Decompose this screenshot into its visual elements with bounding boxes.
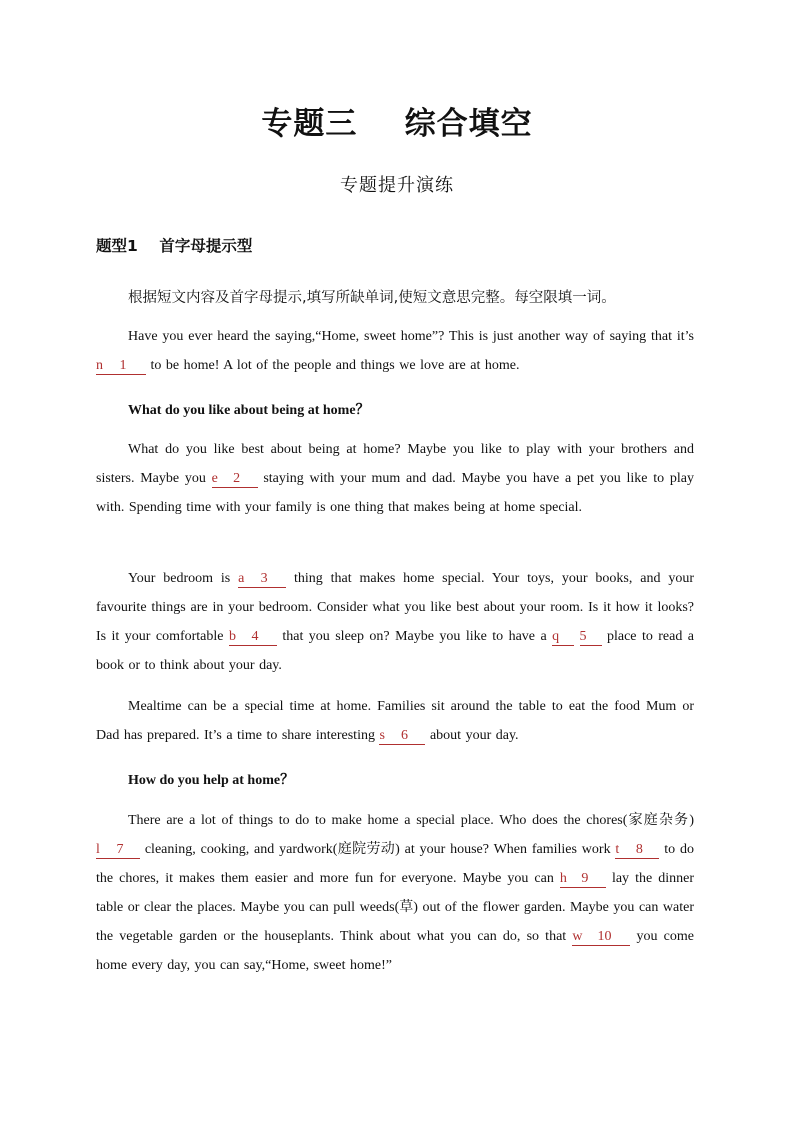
blank-10: w 10 [572, 928, 630, 946]
section-heading: How do you help at home？ [128, 773, 295, 788]
blank-2: e 2 [212, 470, 258, 488]
blank-5: q [552, 628, 574, 646]
paragraph-text: place to read a book or to think about your day. [96, 629, 695, 673]
blank-7: l 7 [96, 841, 140, 859]
paragraph-text: What do you like best about being at home? Maybe you like to play with your brothers and sisters. Maybe you [96, 442, 694, 486]
paragraph-text: to do the chores, it makes them easier and more fun for everyone. Maybe you can [96, 842, 695, 886]
page-title: 专题三 综合填空 [261, 106, 533, 142]
paragraph-text: staying with your mum and dad. Maybe you have a pet you like to play with. Spending time with your family is one thing that makes being at home special. [96, 471, 694, 515]
blank-8: t 8 [615, 841, 659, 859]
section-heading: What do you like about being at home？ [128, 403, 370, 418]
paragraph-text: thing that makes home special. Your toys, your books, and your favourite things are in your bedroom. Consider what you like best about your room. Is it how it looks? Is it your comfortable [96, 571, 694, 644]
paragraph-text: that you sleep on? Maybe you like to have a [276, 629, 553, 644]
paragraph-text: to be home! A lot of the people and things we love are at home. [146, 358, 520, 373]
blank-1: n 1 [96, 357, 146, 375]
paragraph-text: Have you ever heard the saying,“Home, sweet home”? This is just another way of saying that it’s [128, 329, 694, 344]
instructions: 根据短文内容及首字母提示,填写所缺单词,使短文意思完整。每空限填一词。 [128, 290, 616, 306]
paragraph-2 [96, 435, 694, 522]
page-subtitle: 专题提升演练 [340, 175, 454, 196]
blank-3: a 3 [238, 570, 286, 588]
paragraph-5 [96, 806, 694, 980]
paragraph-text: you come home every day, you can say,“Home, sweet home!” [96, 929, 694, 973]
section-title: 题型1 首字母提示型 [96, 237, 253, 255]
paragraph-1 [96, 322, 694, 380]
blank-6: s 6 [379, 727, 425, 745]
paragraph-3 [96, 564, 694, 680]
blank-9: h 9 [560, 870, 606, 888]
paragraph-4 [96, 692, 694, 750]
paragraph-text: Mealtime can be a special time at home. Families sit around the table to eat the food Mum or Dad has prepared. It’s a time to share interesting [96, 699, 694, 743]
paragraph-text: about your day. [425, 728, 519, 743]
paragraph-text: There are a lot of things to do to make home a special place. Who does the chores(家庭杂务) [128, 813, 694, 828]
paragraph-text: cleaning, cooking, and yardwork(庭院劳动) at your house? When families work [140, 842, 616, 857]
paragraph-text: lay the dinner table or clear the places. Maybe you can pull weeds(草) out of the flower garden. Maybe you can water the vegetable garden or the houseplants. Think about what you can do, so that [96, 871, 694, 944]
paragraph-text: Your bedroom is [128, 571, 239, 586]
blank-5-number: 5 [580, 628, 602, 646]
blank-4: b 4 [229, 628, 277, 646]
